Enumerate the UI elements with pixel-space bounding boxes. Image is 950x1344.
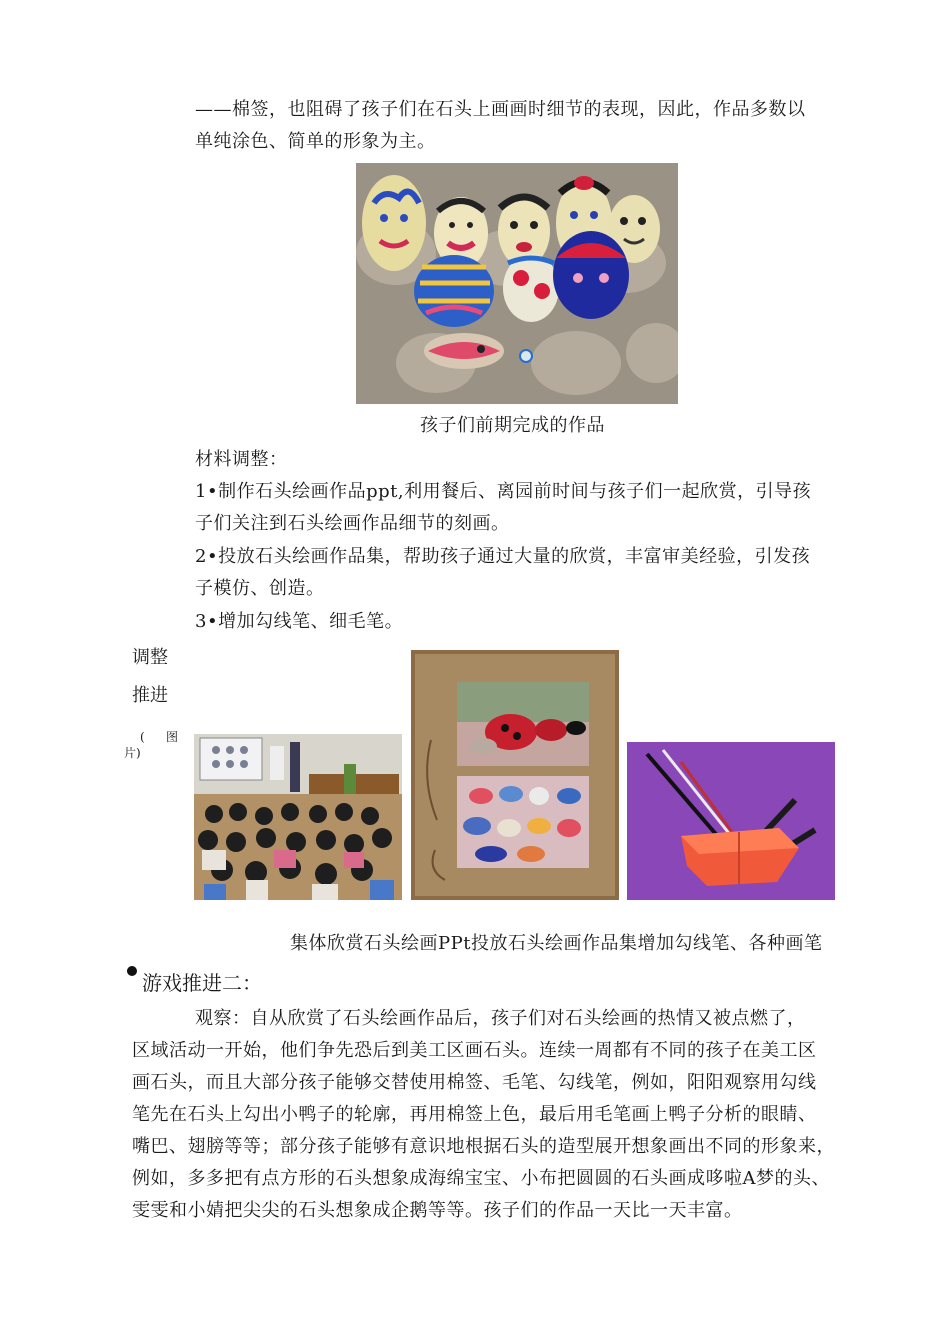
section2-heading: 游戏推进二： <box>142 971 262 995</box>
side-label-paren: ( <box>140 730 145 744</box>
section2-para-line6: 例如，多多把有点方形的石头想象成海绵宝宝、小布把圆圆的石头画成哆啦A梦的头、 <box>132 1168 830 1189</box>
photos-caption: 集体欣赏石头绘画PPt投放石头绘画作品集增加勾线笔、各种画笔 <box>290 933 823 954</box>
section2-para-line1: 观察：自从欣赏了石头绘画作品后，孩子们对石头绘画的热情又被点燃了， <box>195 1008 806 1029</box>
classroom-ppt-photo <box>194 734 402 900</box>
painted-stones-photo <box>356 163 678 404</box>
side-label-pian: 片) <box>124 746 141 760</box>
figure1-caption: 孩子们前期完成的作品 <box>420 415 605 436</box>
side-label-line2: 推进 <box>132 685 168 706</box>
intro-line-1: ——棉签，也阻碍了孩子们在石头上画画时细节的表现，因此，作品多数以 <box>195 99 806 120</box>
intro-line-2: 单纯涂色、简单的形象为主。 <box>195 131 436 152</box>
side-label-tu: 图 <box>166 730 179 744</box>
section2-para-line7: 雯雯和小婧把尖尖的石头想象成企鹅等等。孩子们的作品一天比一天丰富。 <box>132 1200 743 1221</box>
section2-para-line5: 嘴巴、翅膀等等；部分孩子能够有意识地根据石头的造型展开想象画出不同的形象来， <box>132 1136 835 1157</box>
materials-item1-line1: 1•制作石头绘画作品ppt,利用餐后、离园前时间与孩子们一起欣赏，引导孩 <box>195 481 812 502</box>
bullet-icon <box>127 966 137 976</box>
section2-para-line3: 画石头，而且大部分孩子能够交替使用棉签、毛笔、勾线笔，例如，阳阳观察用勾线 <box>132 1072 817 1093</box>
brushes-holder-photo <box>627 742 835 900</box>
materials-item2-line1: 2•投放石头绘画作品集，帮助孩子通过大量的欣赏，丰富审美经验，引发孩 <box>195 546 811 567</box>
materials-heading: 材料调整： <box>195 449 288 470</box>
stone-album-photo <box>411 650 619 900</box>
materials-item2-line2: 子模仿、创造。 <box>195 578 325 599</box>
section2-para-line4: 笔先在石头上勾出小鸭子的轮廓，再用棉签上色，最后用毛笔画上鸭子分析的眼睛、 <box>132 1104 817 1125</box>
materials-item3: 3•增加勾线笔、细毛笔。 <box>195 611 404 632</box>
side-label-line1: 调整 <box>132 647 168 668</box>
materials-item1-line2: 子们关注到石头绘画作品细节的刻画。 <box>195 513 510 534</box>
section2-para-line2: 区域活动一开始，他们争先恐后到美工区画石头。连续一周都有不同的孩子在美工区 <box>132 1040 817 1061</box>
